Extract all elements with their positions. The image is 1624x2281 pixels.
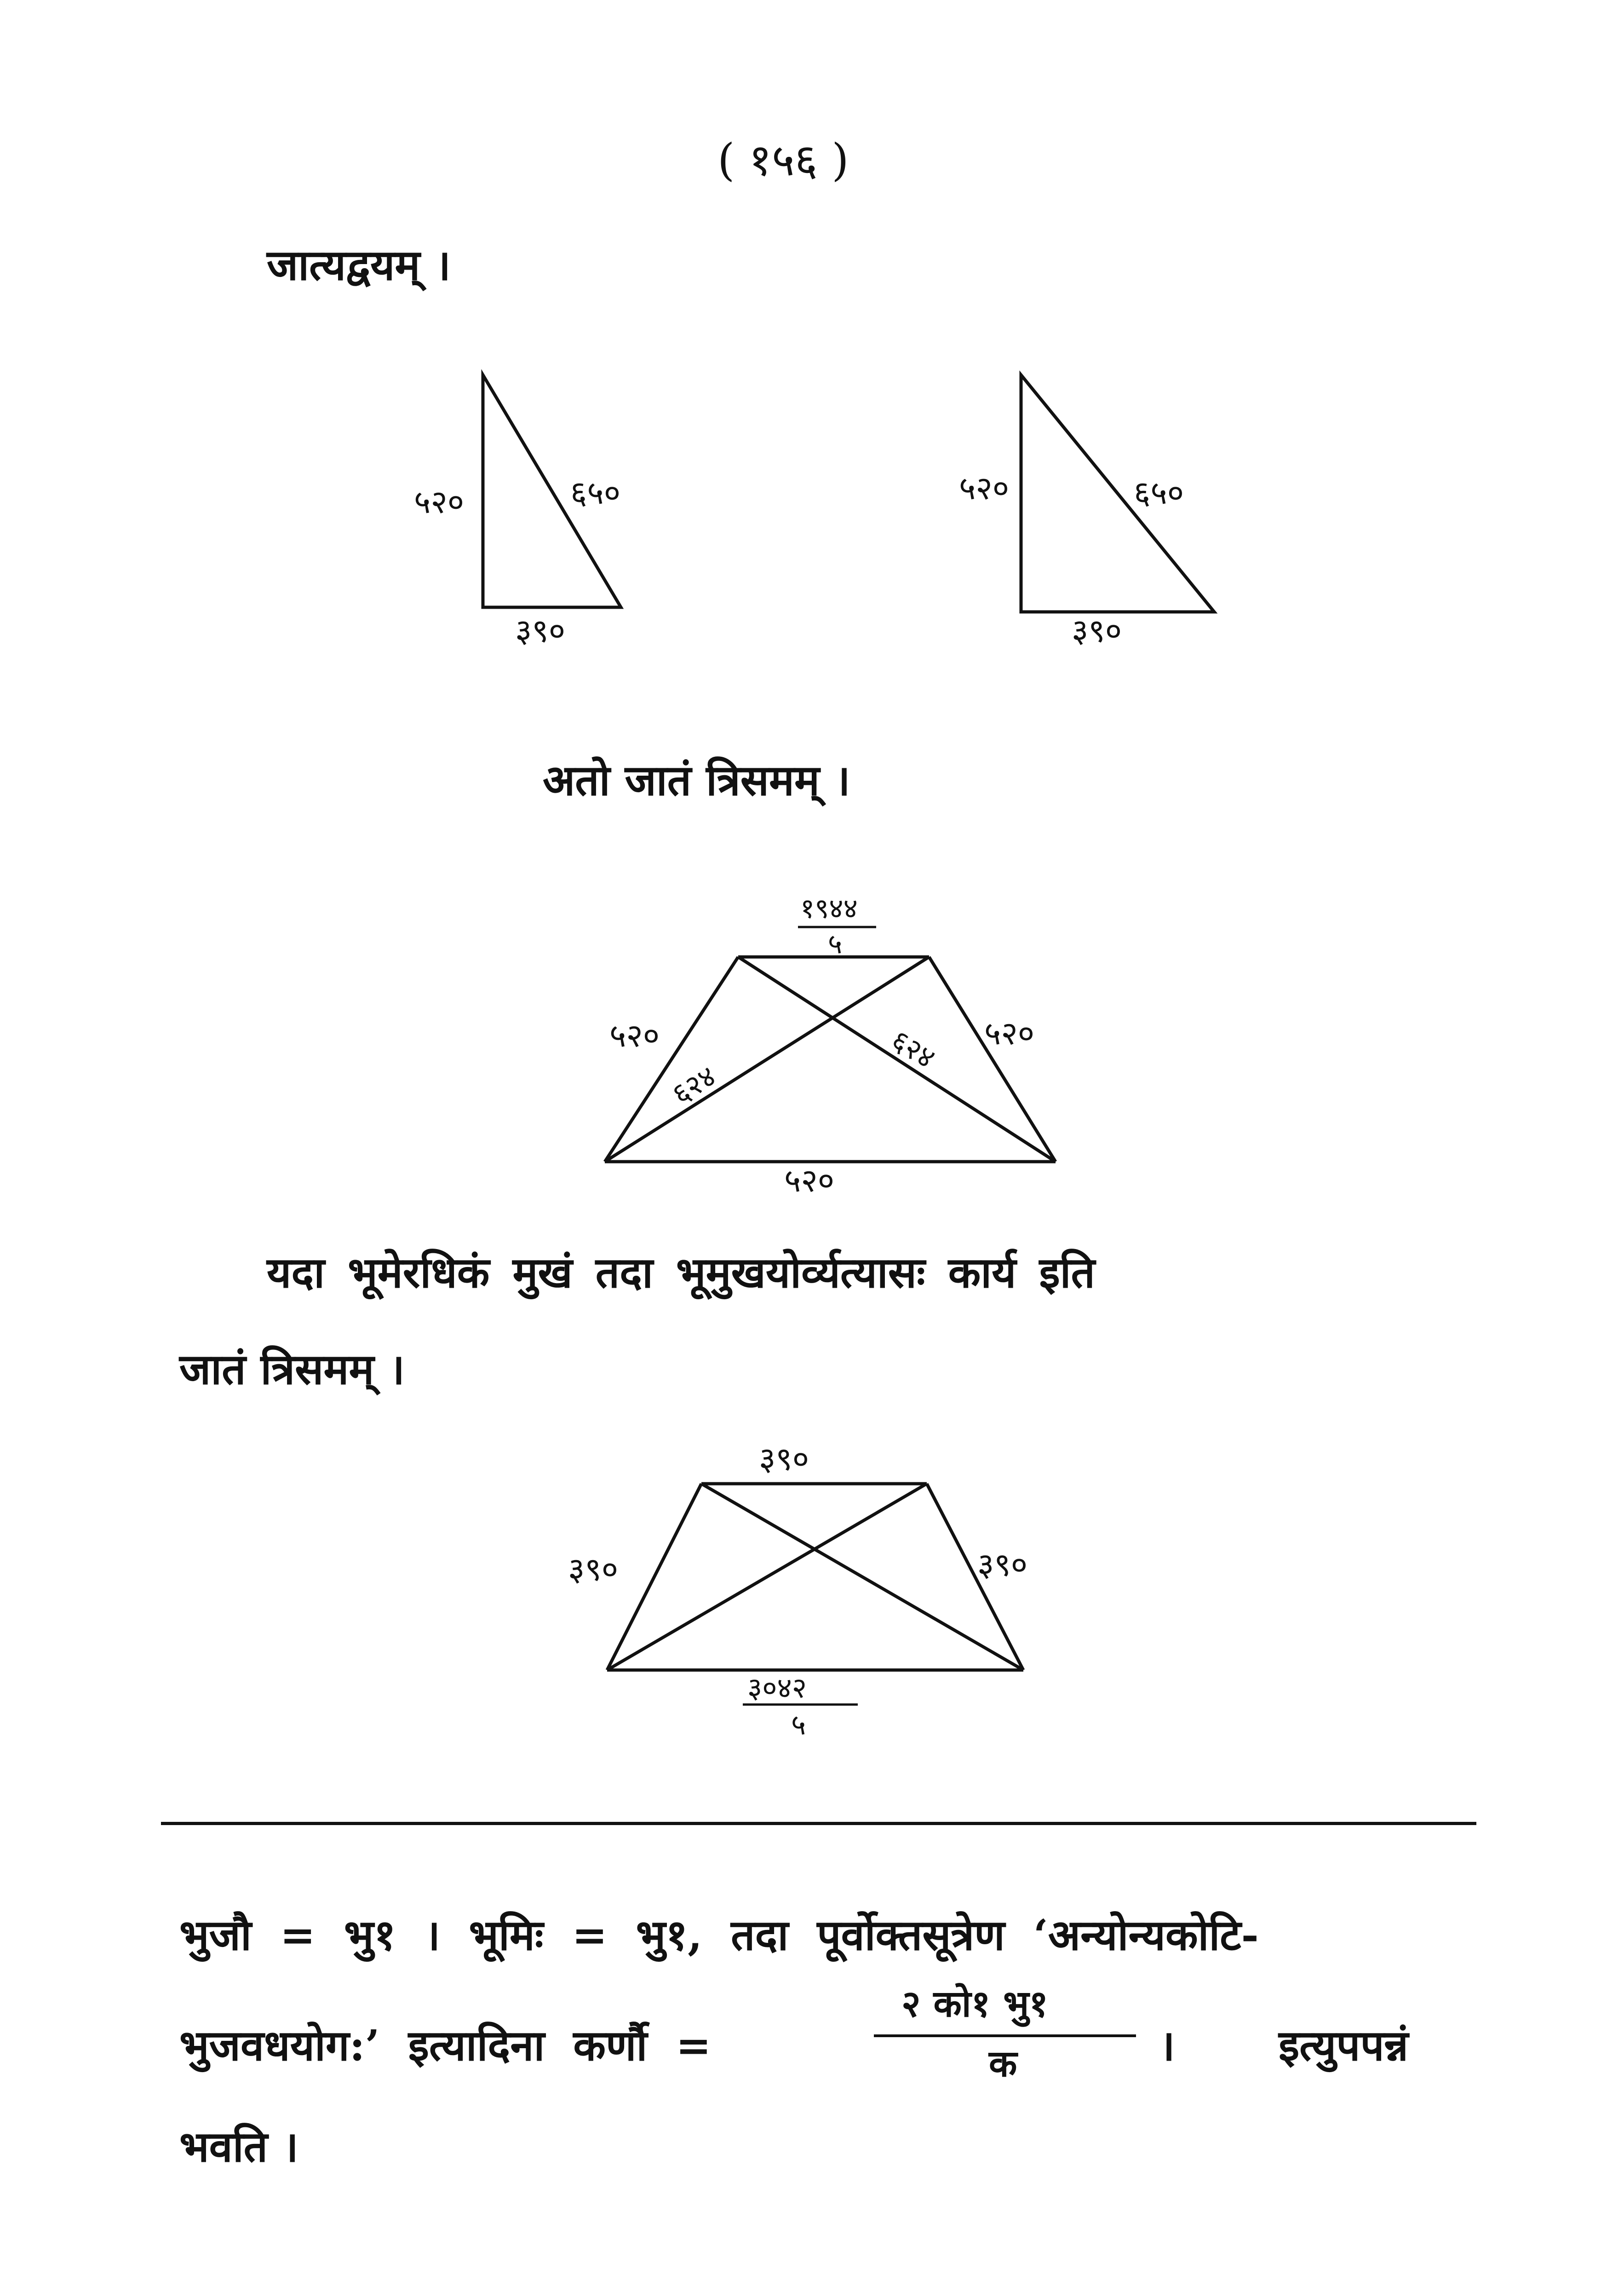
trapezium-1 xyxy=(605,957,1056,1162)
trap2-right-side-label: ३९० xyxy=(977,1546,1028,1584)
section-heading-trisamam: अतो जातं त्रिसमम् । xyxy=(543,755,850,805)
footnote-divider xyxy=(161,1822,1476,1825)
footnote-fraction-numerator: २ को१ भु१ xyxy=(901,1982,1048,2025)
tri-right-vertical-label: ५२० xyxy=(959,469,1010,507)
trap1-top-numerator: १९४४ xyxy=(800,893,858,925)
trap1-diagonal-right-label: ६२४ xyxy=(885,1023,941,1076)
tri-left-base-label: ३९० xyxy=(515,612,566,650)
trapezium-2 xyxy=(607,1484,1023,1670)
footnote-line-2-end: इत्युपपन्नं xyxy=(1279,2021,1409,2070)
trap2-base-denominator: ५ xyxy=(791,1708,806,1741)
page-number: ( १५६ ) xyxy=(717,134,849,186)
footnote-line-3: भवति । xyxy=(179,2122,298,2172)
trap1-diagonal-left-label: ६२४ xyxy=(666,1059,722,1112)
trap1-left-side-label: ५२० xyxy=(609,1017,660,1054)
trap2-left-side-label: ३९० xyxy=(568,1550,619,1588)
footnote-danda: । xyxy=(1159,2021,1175,2070)
trap2-top-label: ३९० xyxy=(759,1440,809,1478)
section-heading-jatya-dvayam: जात्यद्वयम् । xyxy=(267,240,451,290)
trap2-base-numerator: ३०४२ xyxy=(747,1671,807,1705)
right-triangle-right xyxy=(1021,375,1214,612)
footnote-line-2-start: भुजवधयोग:’ इत्यादिना कर्णौ = xyxy=(179,2021,712,2070)
trap1-right-side-label: ५२० xyxy=(984,1014,1035,1052)
tri-right-base-label: ३९० xyxy=(1072,612,1122,650)
tri-left-hypotenuse-label: ६५० xyxy=(570,474,621,512)
paragraph-line-1: यदा भूमेरधिकं मुखं तदा भूमुखयोर्व्यत्यासः कार्य इति xyxy=(267,1248,1095,1297)
trap1-top-denominator: ५ xyxy=(828,928,843,960)
paragraph-line-2: जातं त्रिसमम् । xyxy=(179,1344,405,1394)
footnote-line-1: भुजौ = भु१ । भूमिः = भु१, तदा पूर्वोक्तसूत्रेण ‘अन्योन्यकोटि- xyxy=(179,1910,1259,1960)
tri-left-vertical-label: ५२० xyxy=(414,483,465,521)
trap1-base-label: ५२० xyxy=(784,1162,835,1199)
tri-right-hypotenuse-label: ६५० xyxy=(1134,474,1184,512)
footnote-fraction-denominator: क xyxy=(989,2042,1017,2085)
